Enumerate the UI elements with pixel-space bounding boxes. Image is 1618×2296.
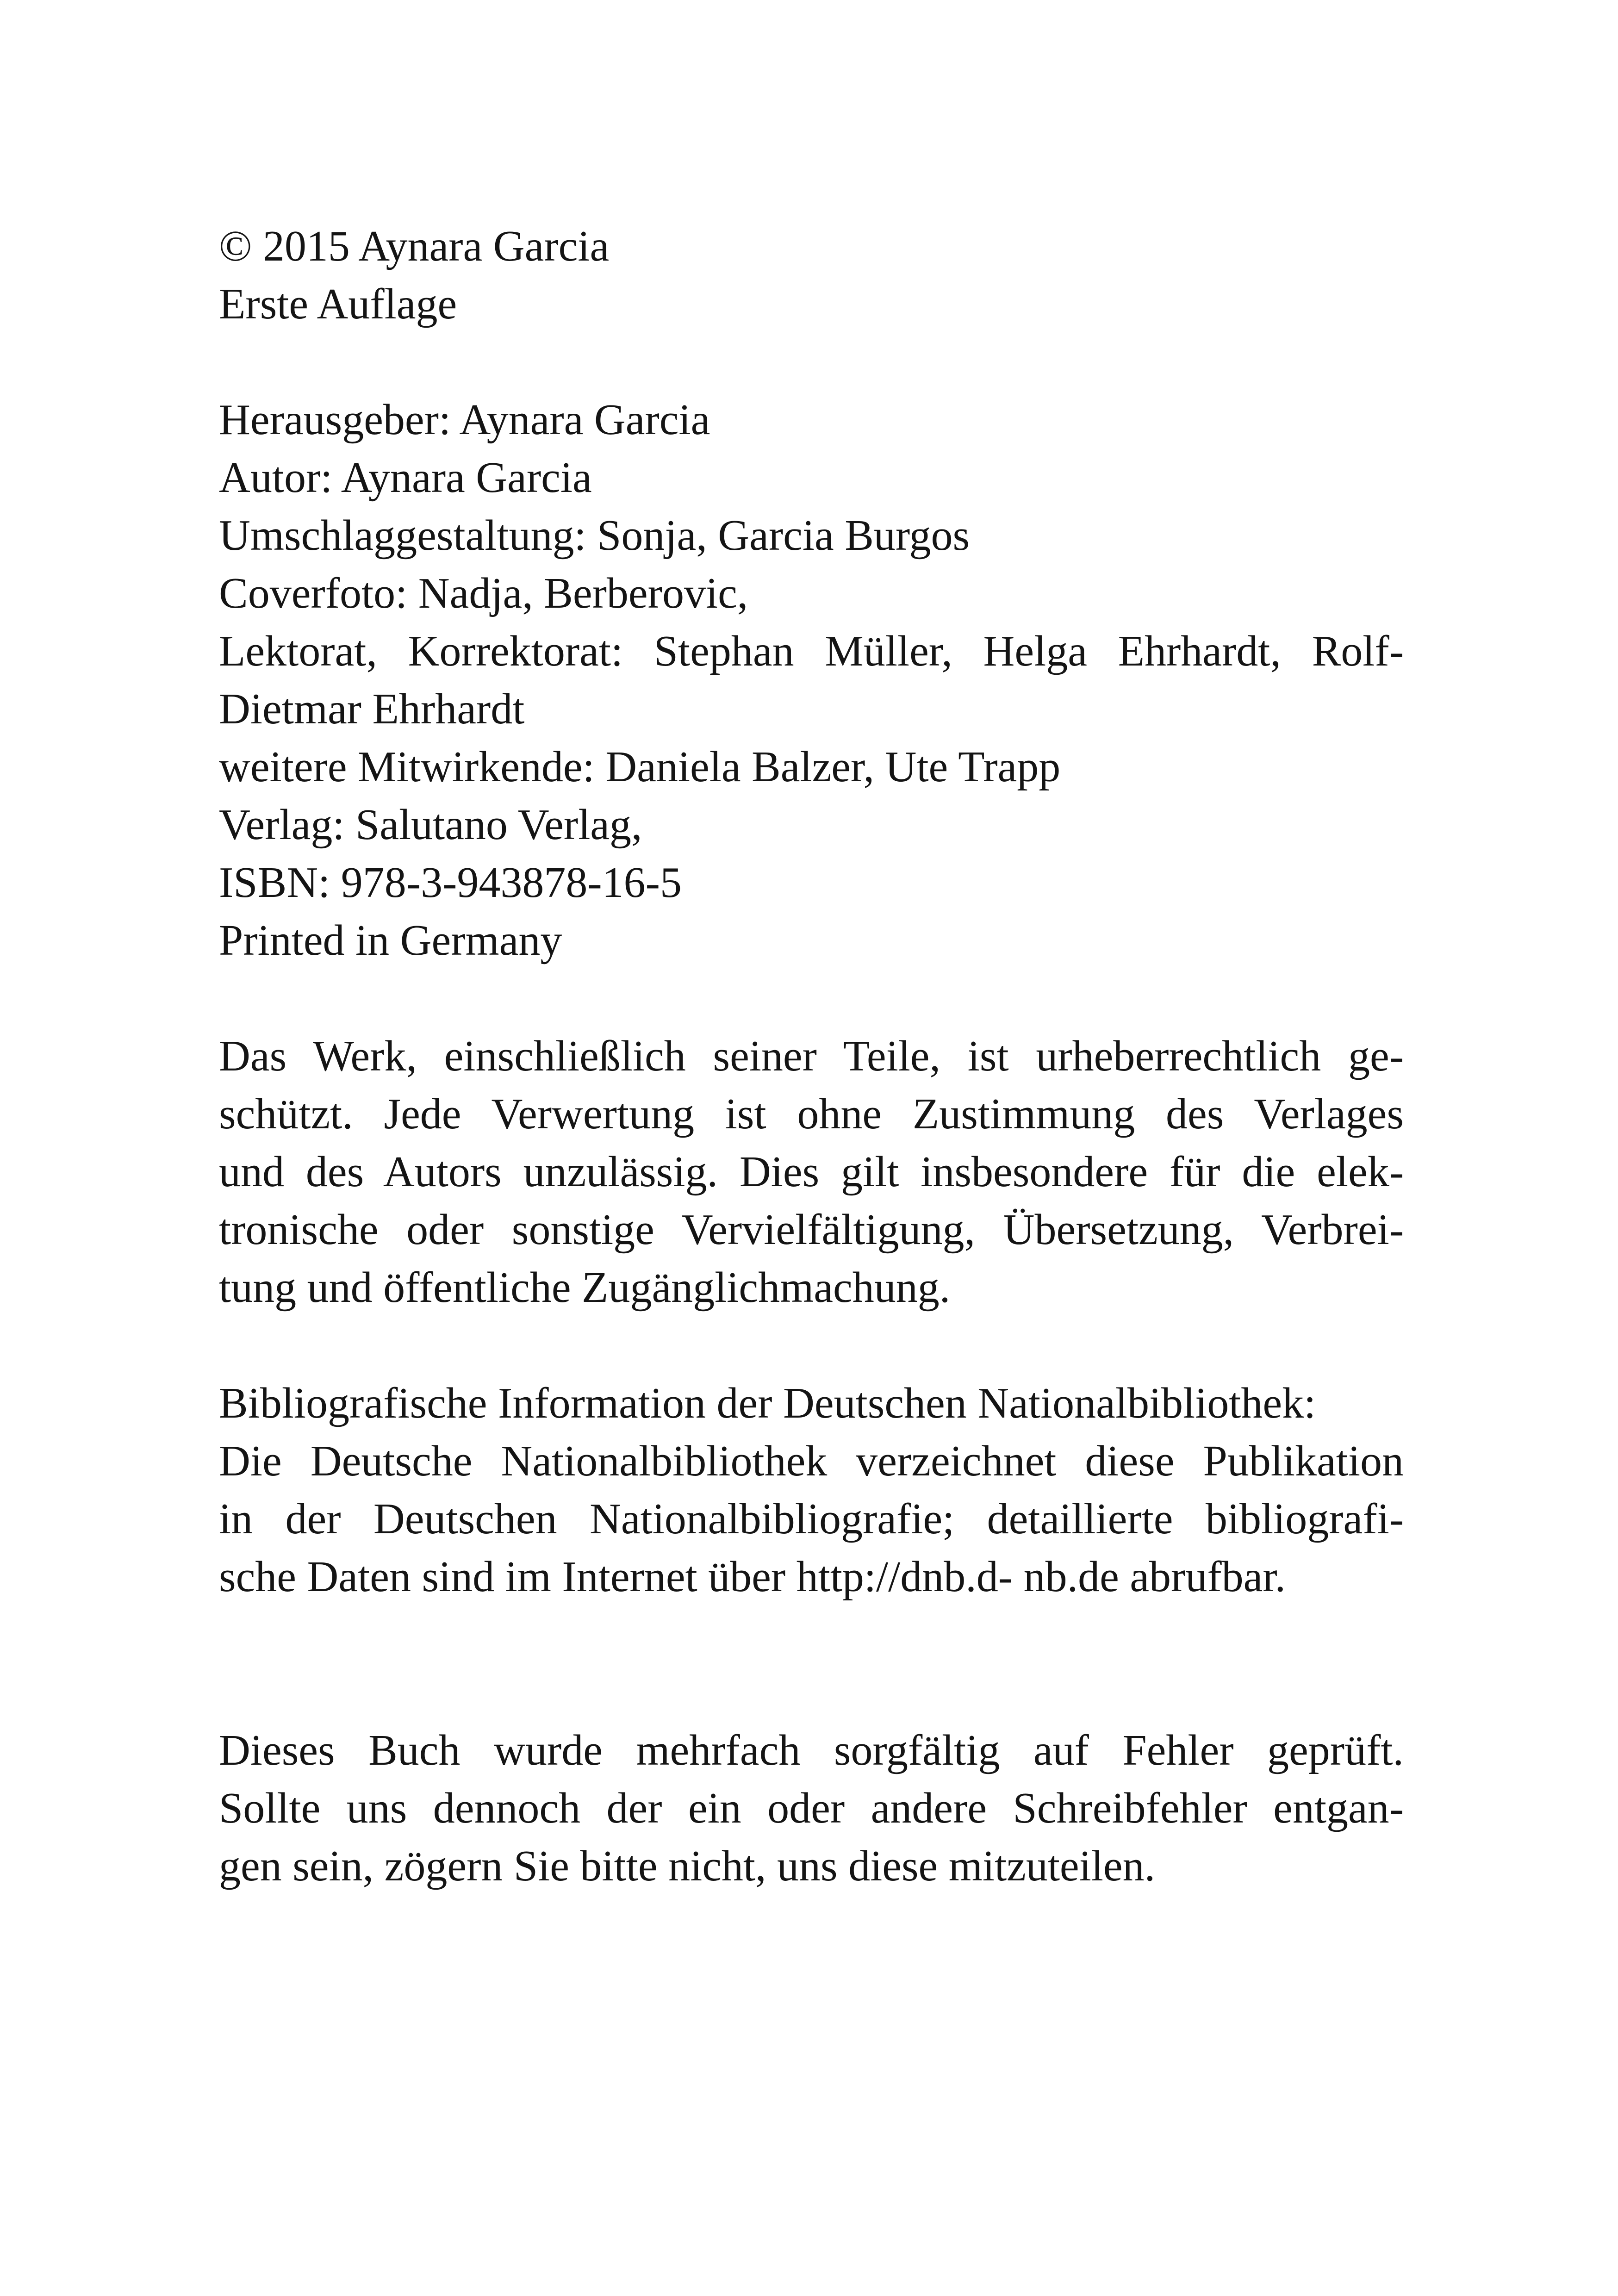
- printed-line: Printed in Germany: [219, 916, 562, 964]
- rights-notice-line: schützt. Jede Verwertung ist ohne Zustimmung des Verlages: [219, 1090, 1404, 1138]
- errata-line: gen sein, zögern Sie bitte nicht, uns diese mitzuteilen.: [219, 1842, 1156, 1890]
- cover-design-line: Umschlaggestaltung: Sonja, Garcia Burgos: [219, 511, 970, 560]
- bibliographic-line: in der Deutschen Nationalbibliografie; detaillierte bibliografi-: [219, 1495, 1404, 1543]
- editing-line-continued: Dietmar Ehrhardt: [219, 685, 525, 733]
- author-line: Autor: Aynara Garcia: [219, 454, 592, 502]
- rights-notice-line: und des Autors unzulässig. Dies gilt insbesondere für die elek-: [219, 1148, 1404, 1196]
- errata-line: Dieses Buch wurde mehrfach sorgfältig auf Fehler geprüft.: [219, 1726, 1404, 1774]
- errata-notice: [219, 1722, 1404, 1895]
- copyright-block: [219, 218, 1404, 333]
- credits-block: [219, 391, 1404, 970]
- contributors-line: weitere Mitwirkende: Daniela Balzer, Ute Trapp: [219, 743, 1061, 791]
- copyright-line: © 2015 Aynara Garcia: [219, 222, 610, 270]
- bibliographic-line: Die Deutsche Nationalbibliothek verzeichnet diese Publikation: [219, 1437, 1404, 1485]
- bibliographic-info: [219, 1375, 1404, 1606]
- imprint-text: [219, 218, 1404, 1895]
- publisher-line: Herausgeber: Aynara Garcia: [219, 396, 710, 444]
- rights-notice: [219, 1027, 1404, 1317]
- rights-notice-line: tung und öffentliche Zugänglichmachung.: [219, 1263, 951, 1312]
- bibliographic-heading: Bibliografische Information der Deutschen Nationalbibliothek:: [219, 1379, 1316, 1427]
- cover-photo-line: Coverfoto: Nadja, Berberovic,: [219, 569, 748, 617]
- errata-line: Sollte uns dennoch der ein oder andere Schreibfehler entgan-: [219, 1784, 1404, 1832]
- press-line: Verlag: Salutano Verlag,: [219, 801, 642, 849]
- rights-notice-line: tronische oder sonstige Vervielfältigung, Übersetzung, Verbrei-: [219, 1206, 1404, 1254]
- editing-line: Lektorat, Korrektorat: Stephan Müller, Helga Ehrhardt, Rolf-: [219, 627, 1404, 675]
- bibliographic-line: sche Daten sind im Internet über http://dnb.d- nb.de abrufbar.: [219, 1553, 1286, 1601]
- isbn-line: ISBN: 978-3-943878-16-5: [219, 859, 682, 907]
- rights-notice-line: Das Werk, einschließlich seiner Teile, ist urheberrechtlich ge-: [219, 1032, 1404, 1080]
- edition-line: Erste Auflage: [219, 280, 457, 328]
